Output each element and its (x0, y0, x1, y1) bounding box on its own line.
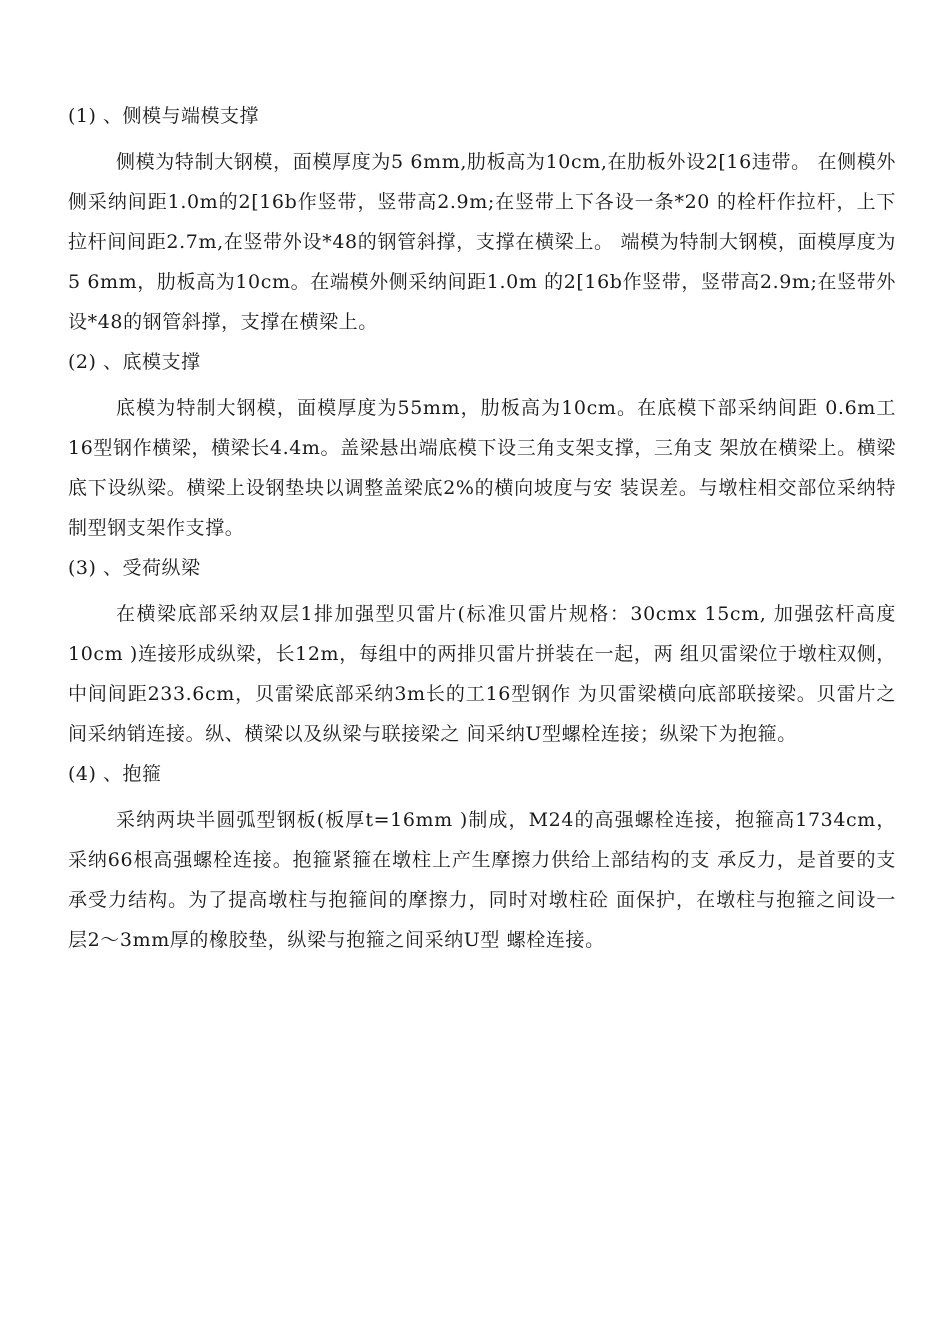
section-body-1: 侧模为特制大钢模，面模厚度为5 6mm,肋板高为10cm,在肋板外设2[16违带。 在侧模外侧采纳间距1.0m的2[16b作竖带，竖带高2.9m;在竖带上下各设一条*20 的栓杆作拉杆，上下拉杆间间距2.7m,在竖带外设*48的钢管斜撑，支撑在横梁上。 端模为特制大钢模，面模厚度为5 6mm，肋板高为10cm。在端模外侧采纳间距1.0m 的2[16b作竖带，竖带高2.9m;在竖带外设*48的钢管斜撑，支撑在横梁上。 (68, 151, 896, 333)
document-page (68, 96, 896, 960)
section-heading-4: (4) 、抱箍 (68, 763, 162, 785)
section-body-4: 采纳两块半圆弧型钢板(板厚t=16mm )制成，M24的高强螺栓连接，抱箍高1734cm，采纳66根高强螺栓连接。抱箍紧箍在墩柱上产生摩擦力供给上部结构的支 承反力，是首要的支承受力结构。为了提高墩柱与抱箍间的摩擦力，同时对墩柱砼 面保护，在墩柱与抱箍之间设一层2〜3mm厚的橡胶垫，纵梁与抱箍之间采纳U型 螺栓连接。 (68, 809, 896, 951)
section-body-2: 底模为特制大钢模，面模厚度为55mm，肋板高为10cm。在底模下部采纳间距 0.6m工16型钢作横梁，横梁长4.4m。盖梁悬出端底模下设三角支架支撑，三角支 架放在横梁上。横梁底下设纵梁。横梁上设钢垫块以调整盖梁底2%的横向坡度与安 装误差。与墩柱相交部位采纳特制型钢支架作支撑。 (68, 397, 896, 539)
section-heading-3: (3) 、受荷纵梁 (68, 557, 201, 579)
section-heading-2: (2) 、底模支撑 (68, 351, 201, 373)
section-body-3: 在横梁底部采纳双层1排加强型贝雷片(标准贝雷片规格：30cmx 15cm, 加强弦杆高度10cm )连接形成纵梁，长12m，每组中的两排贝雷片拼装在一起，两 组贝雷梁位于墩柱双侧，中间间距233.6cm，贝雷梁底部采纳3m长的工16型钢作 为贝雷梁横向底部联接梁。贝雷片之间采纳销连接。纵、横梁以及纵梁与联接梁之 间采纳U型螺栓连接；纵梁下为抱箍。 (68, 603, 896, 745)
section-heading-1: (1) 、侧模与端模支撑 (68, 105, 259, 127)
